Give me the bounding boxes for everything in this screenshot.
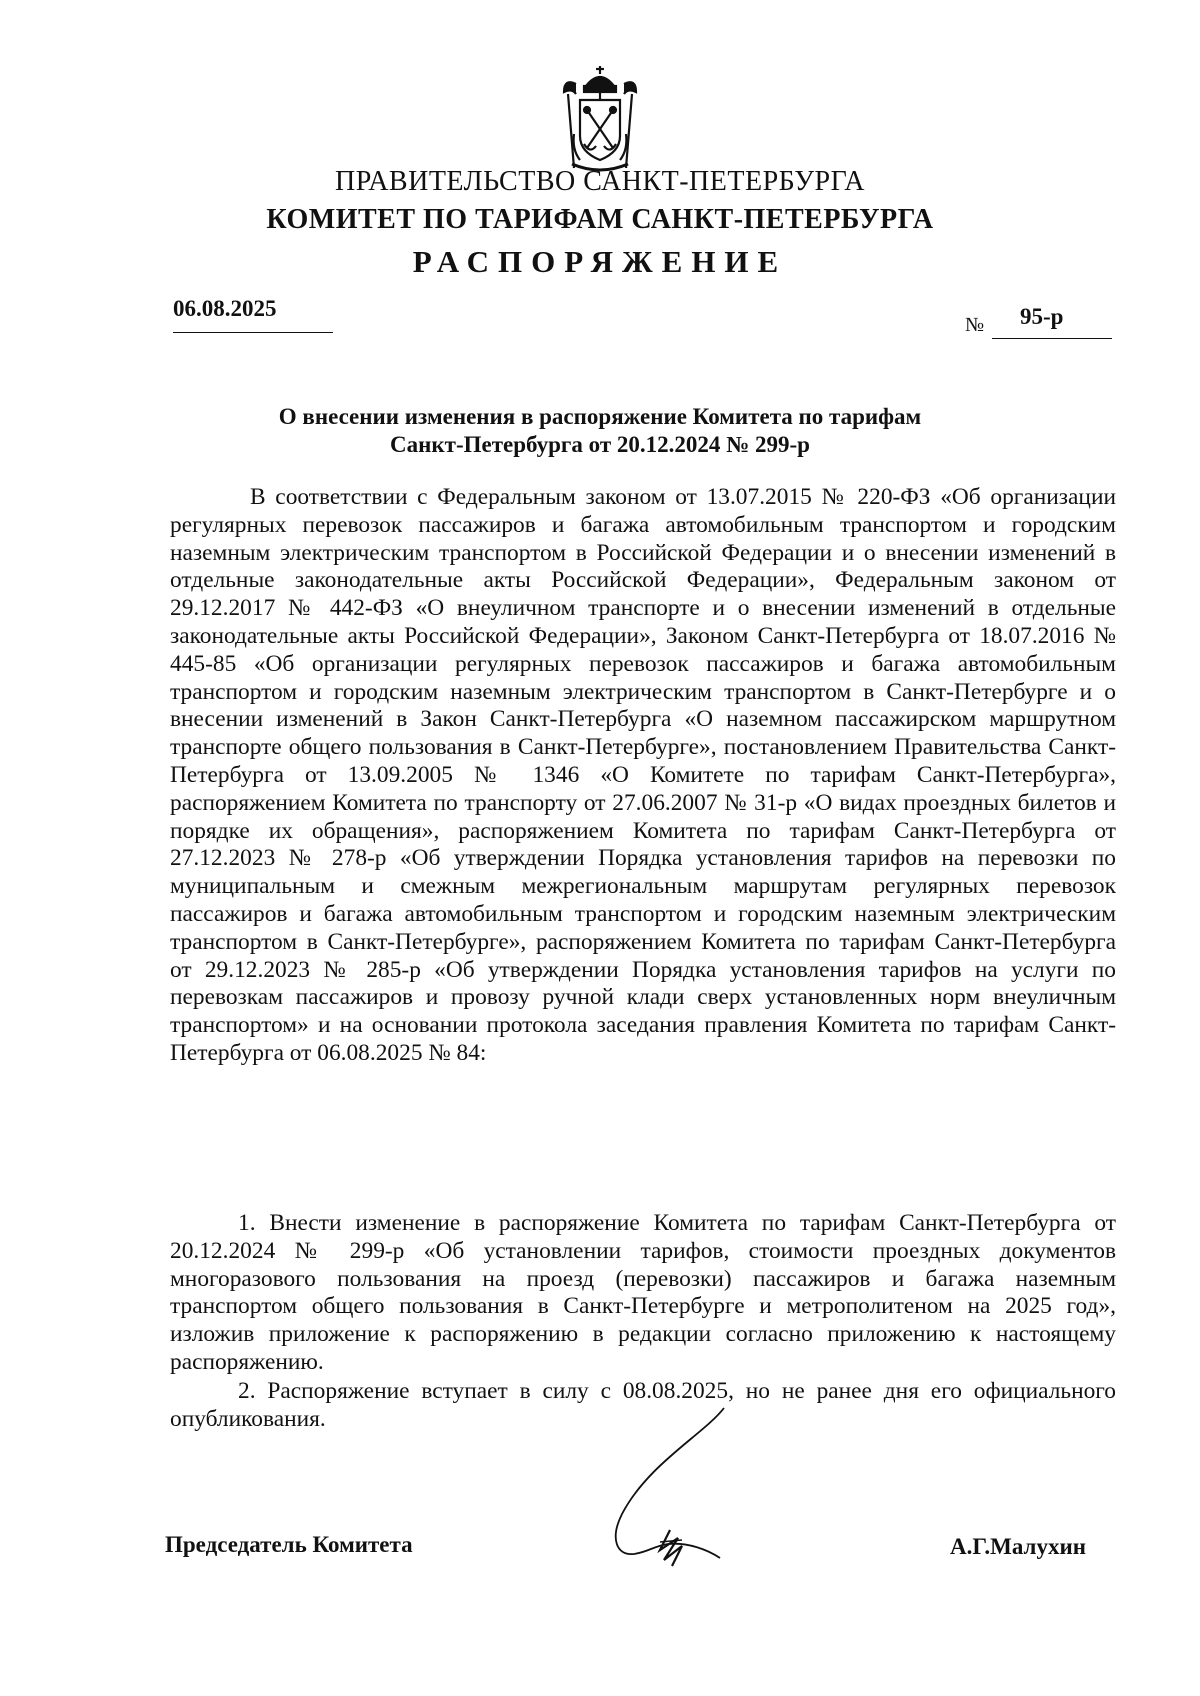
preamble-paragraph: В соответствии с Федеральным законом от 13.07.2015 № 220-ФЗ «Об организации регулярных перевозок пассажиров и багажа автомобильным транспортом и городским наземным электрическим транспортом в Российской Федерации и о внесении изменений в отдельные законодательные акты Российской Федерации», Федеральным законом от 29.12.2017 № 442-ФЗ «О внеуличном транспорте и о внесении изменений в отдельные законодательные акты Российской Федерации», Законом Санкт-Петербурга от 18.07.2016 № 445-85 «Об организации регулярных перевозок пассажиров и багажа автомобильным транспортом и городским наземным электрическим транспортом в Санкт-Петербурге и о внесении изменений в Закон Санкт-Петербурга «О наземном пассажирском маршрутном транспорте общего пользования в Санкт-Петербурге», постановлением Правительства Санкт-Петербурга от 13.09.2005 № 1346 «О Комитете по тарифам Санкт-Петербурга», распоряжением Комитета по транспорту от 27.06.2007 № 31-р «О видах проездных билетов и порядке их обращения», распоряжением Комитета по тарифам Санкт-Петербурга от 27.12.2023 № 278-р «Об утверждении Порядка установления тарифов на перевозки по муниципальным и смежным межрегиональным маршрутам регулярных перевозок пассажиров и багажа автомобильным транспортом и городским наземным электрическим транспортом в Санкт-Петербурге», распоряжением Комитета по тарифам Санкт-Петербурга от 29.12.2023 № 285-р «Об утверждении Порядка установления тарифов на услуги по перевозкам пассажиров и провозу ручной клади сверх установленных норм внеуличным транспортом» и на основании протокола заседания правления Комитета по тарифам Санкт-Петербурга от 06.08.2025 № 84: (170, 484, 1116, 1066)
item-2-paragraph: 2. Распоряжение вступает в силу с 08.08.2025, но не ранее дня его официального опубликования. (170, 1378, 1116, 1432)
signatory-position: Председатель Комитета (165, 1532, 413, 1557)
date-underline (173, 332, 333, 333)
handwritten-signature-icon (608, 1404, 738, 1584)
number-label: № (965, 314, 985, 336)
document-type: РАСПОРЯЖЕНИЕ (412, 244, 788, 279)
document-title-line1: О внесении изменения в распоряжение Комитета по тарифам (278, 404, 922, 429)
document-title-line2: Санкт-Петербурга от 20.12.2024 № 299-р (390, 432, 810, 457)
signatory-name: А.Г.Малухин (950, 1534, 1086, 1559)
number-underline (992, 338, 1112, 339)
document-date: 06.08.2025 (173, 296, 277, 321)
item-1-paragraph: 1. Внести изменение в распоряжение Комитета по тарифам Санкт-Петербурга от 20.12.2024 № 299-р «Об установлении тарифов, стоимости проездных документов многоразового пользования на проезд (перевозки) пассажиров и багажа наземным транспортом общего пользования в Санкт-Петербурге и метрополитеном на 2025 год», изложив приложение к распоряжению в редакции согласно приложению к настоящему распоряжению. (170, 1210, 1116, 1375)
document-number: 95-р (1020, 304, 1064, 329)
government-name: ПРАВИТЕЛЬСТВО САНКТ-ПЕТЕРБУРГА (335, 166, 865, 197)
committee-name: КОМИТЕТ ПО ТАРИФАМ САНКТ-ПЕТЕРБУРГА (266, 204, 934, 235)
coat-of-arms-icon (550, 64, 650, 176)
